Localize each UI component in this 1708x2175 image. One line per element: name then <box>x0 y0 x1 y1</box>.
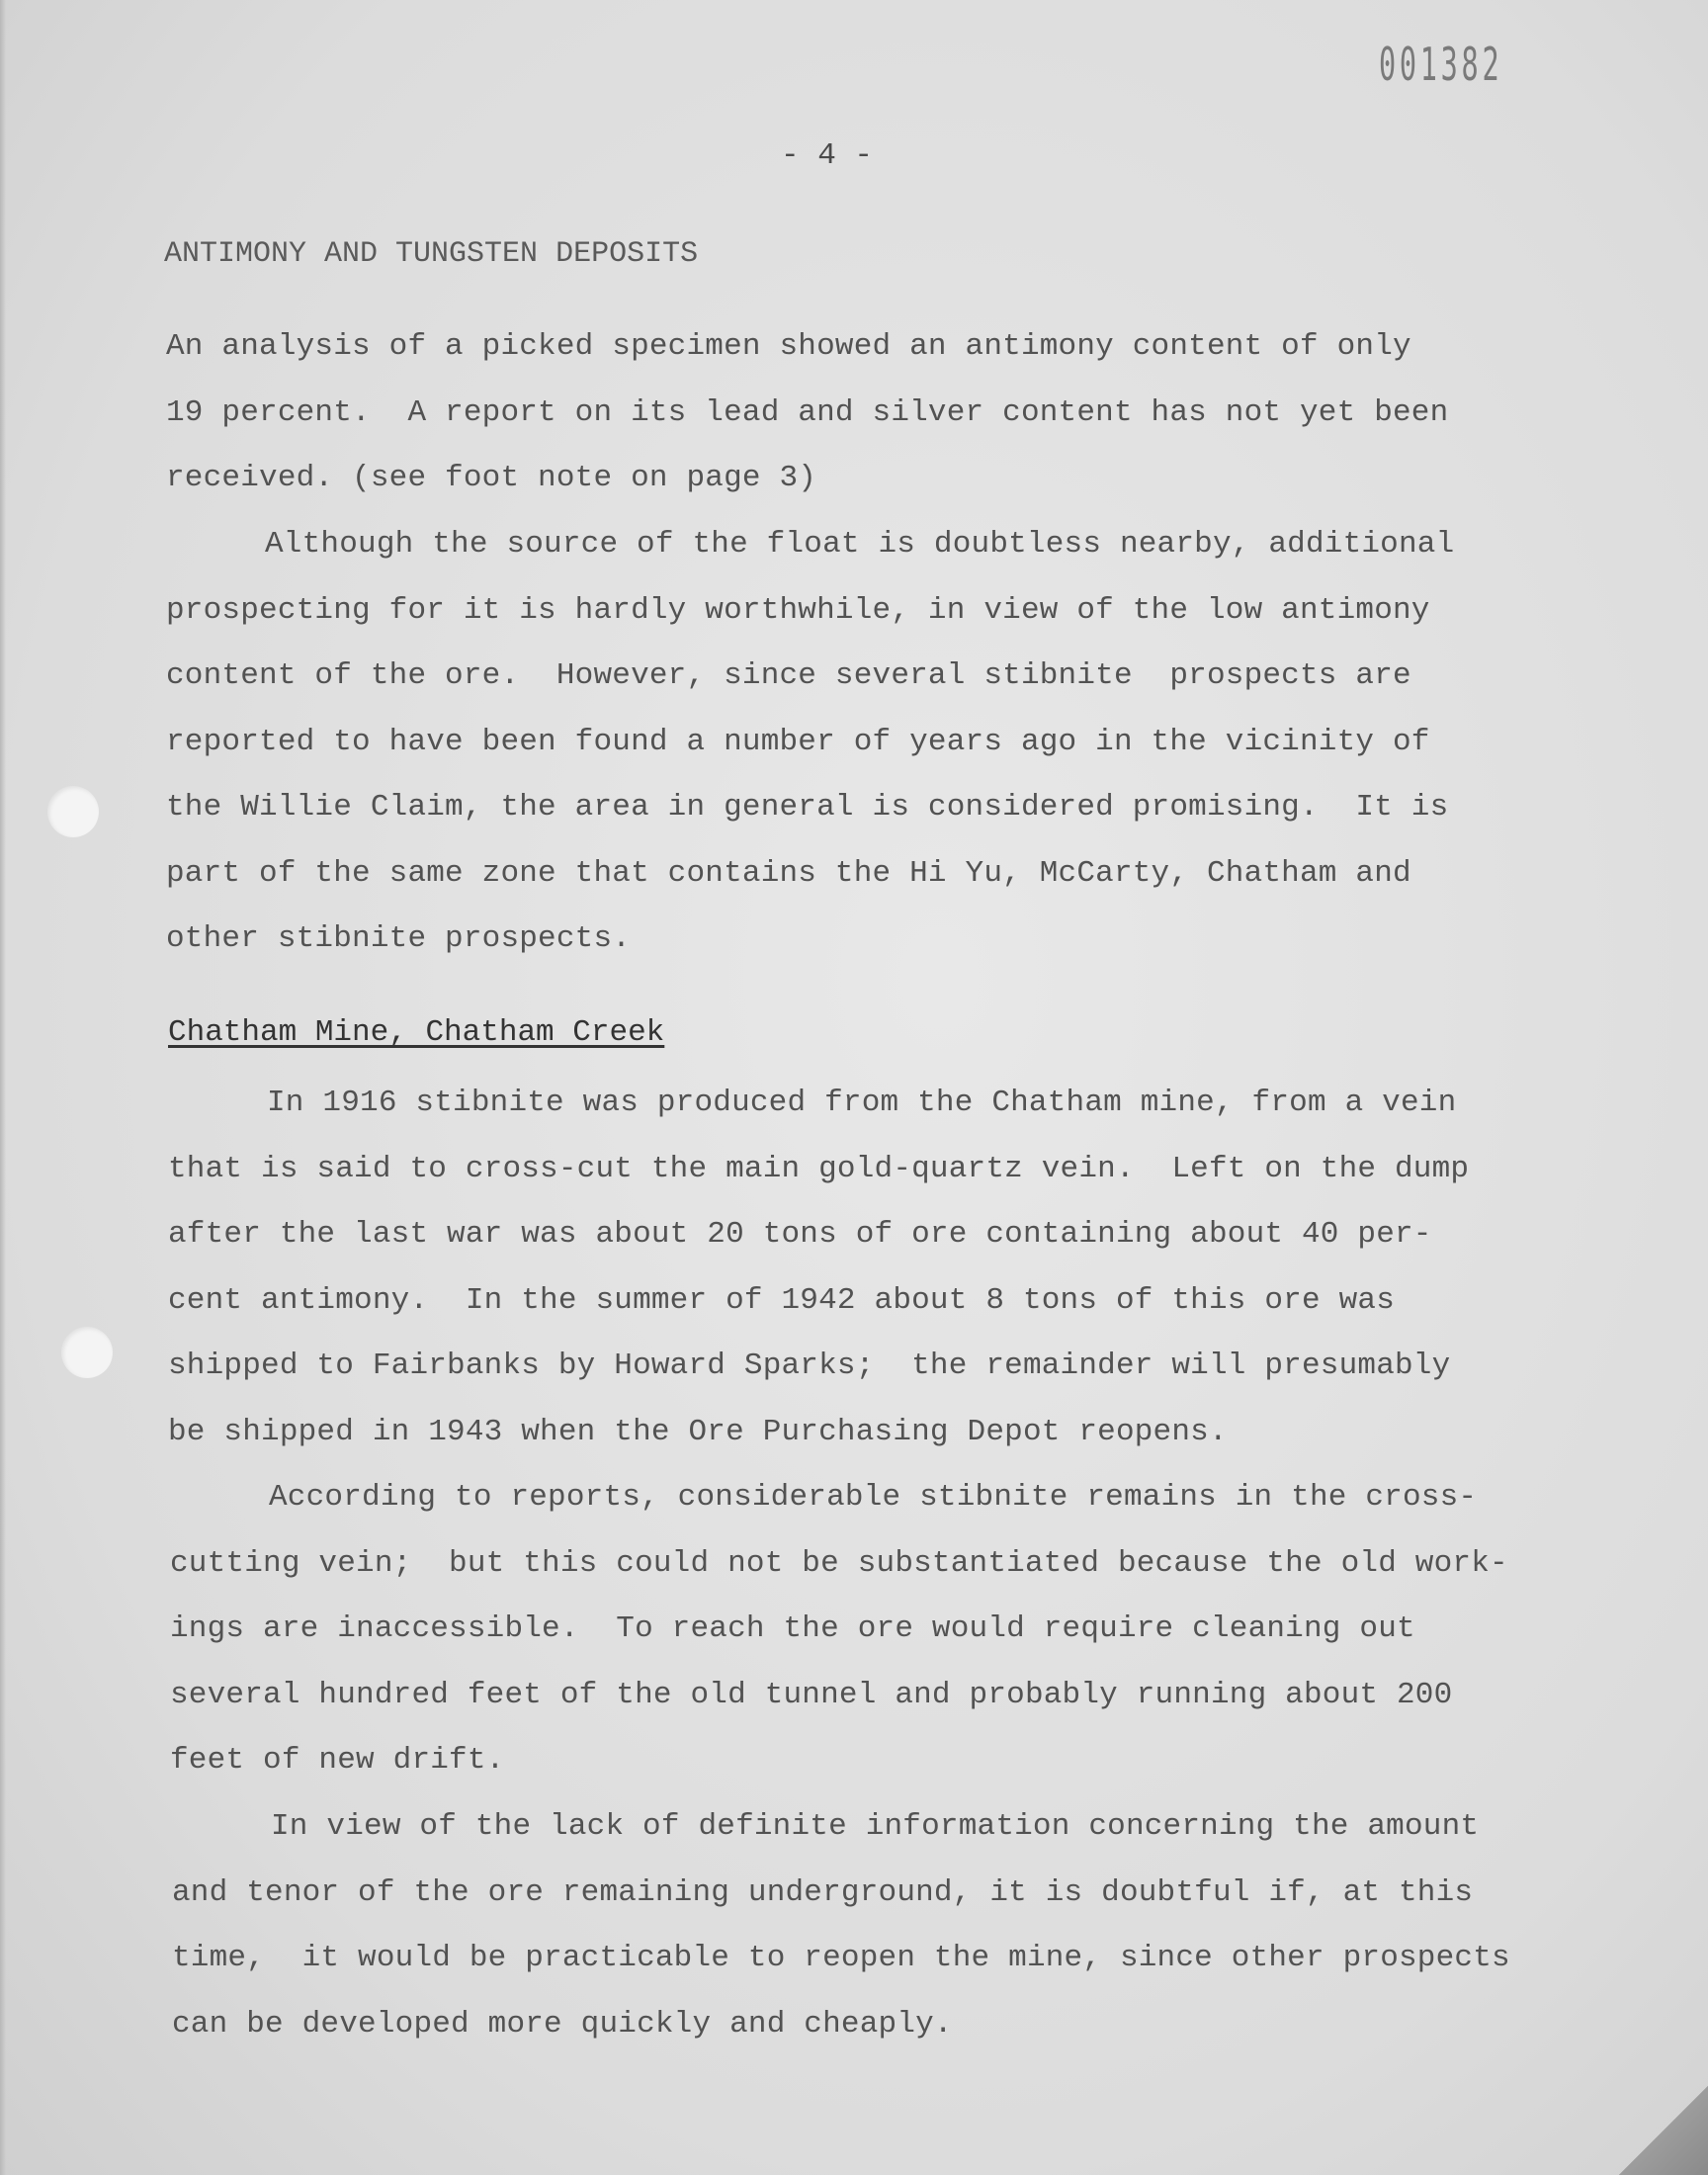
punch-hole <box>61 1327 113 1378</box>
paragraph-2 <box>166 512 1609 973</box>
text-line: that is said to cross-cut the main gold-quartz vein. Left on the dump <box>168 1151 1470 1186</box>
punch-hole <box>47 786 99 837</box>
text-line: can be developed more quickly and cheaply. <box>172 2006 953 2042</box>
page-edge-shadow <box>0 0 6 2175</box>
paragraph-3 <box>168 1071 1611 1465</box>
text-line: be shipped in 1943 when the Ore Purchasing Depot reopens. <box>168 1414 1228 1449</box>
text-line: received. (see foot note on page 3) <box>166 461 817 495</box>
text-line: other stibnite prospects. <box>166 921 632 956</box>
text-line: In view of the lack of definite information concerning the amount <box>271 1809 1480 1844</box>
text-line: feet of new drift. <box>170 1743 505 1778</box>
paragraph-1 <box>166 314 1609 512</box>
text-line: An analysis of a picked specimen showed an antimony content of only <box>166 329 1411 364</box>
text-line: ings are inaccessible. To reach the ore would require cleaning out <box>170 1611 1415 1646</box>
text-line: and tenor of the ore remaining underground, it is doubtful if, at this <box>172 1874 1474 1910</box>
text-line: prospecting for it is hardly worthwhile, in view of the low antimony <box>166 592 1430 628</box>
section-heading: ANTIMONY AND TUNGSTEN DEPOSITS <box>164 237 699 271</box>
text-line: cent antimony. In the summer of 1942 about 8 tons of this ore was <box>168 1282 1395 1318</box>
subsection-heading: Chatham Mine, Chatham Creek <box>168 1015 665 1050</box>
text-line: after the last war was about 20 tons of ore containing about 40 per- <box>168 1217 1432 1252</box>
page-number: - 4 - <box>781 138 874 173</box>
text-line: 19 percent. A report on its lead and silver content has not yet been <box>166 394 1449 430</box>
text-line: the Willie Claim, the area in general is considered promising. It is <box>166 790 1449 825</box>
text-line: part of the same zone that contains the Hi Yu, McCarty, Chatham and <box>166 855 1411 891</box>
paragraph-4 <box>170 1465 1613 1794</box>
text-line: reported to have been found a number of years ago in the vicinity of <box>166 724 1430 759</box>
text-line: In 1916 stibnite was produced from the Chatham mine, from a vein <box>267 1086 1457 1120</box>
text-line: cutting vein; but this could not be substantiated because the old work- <box>170 1545 1508 1581</box>
text-line: Although the source of the float is doubtless nearby, additional <box>265 527 1455 562</box>
folded-corner <box>1619 2086 1708 2175</box>
document-number: 001382 <box>1379 38 1503 91</box>
text-line: several hundred feet of the old tunnel and probably running about 200 <box>170 1677 1453 1712</box>
text-line: content of the ore. However, since several stibnite prospects are <box>166 658 1411 693</box>
paragraph-5 <box>172 1794 1615 2057</box>
text-line: According to reports, considerable stibnite remains in the cross- <box>269 1480 1478 1515</box>
text-line: shipped to Fairbanks by Howard Sparks; the remainder will presumably <box>168 1348 1451 1383</box>
text-line: time, it would be practicable to reopen the mine, since other prospects <box>172 1941 1510 1975</box>
